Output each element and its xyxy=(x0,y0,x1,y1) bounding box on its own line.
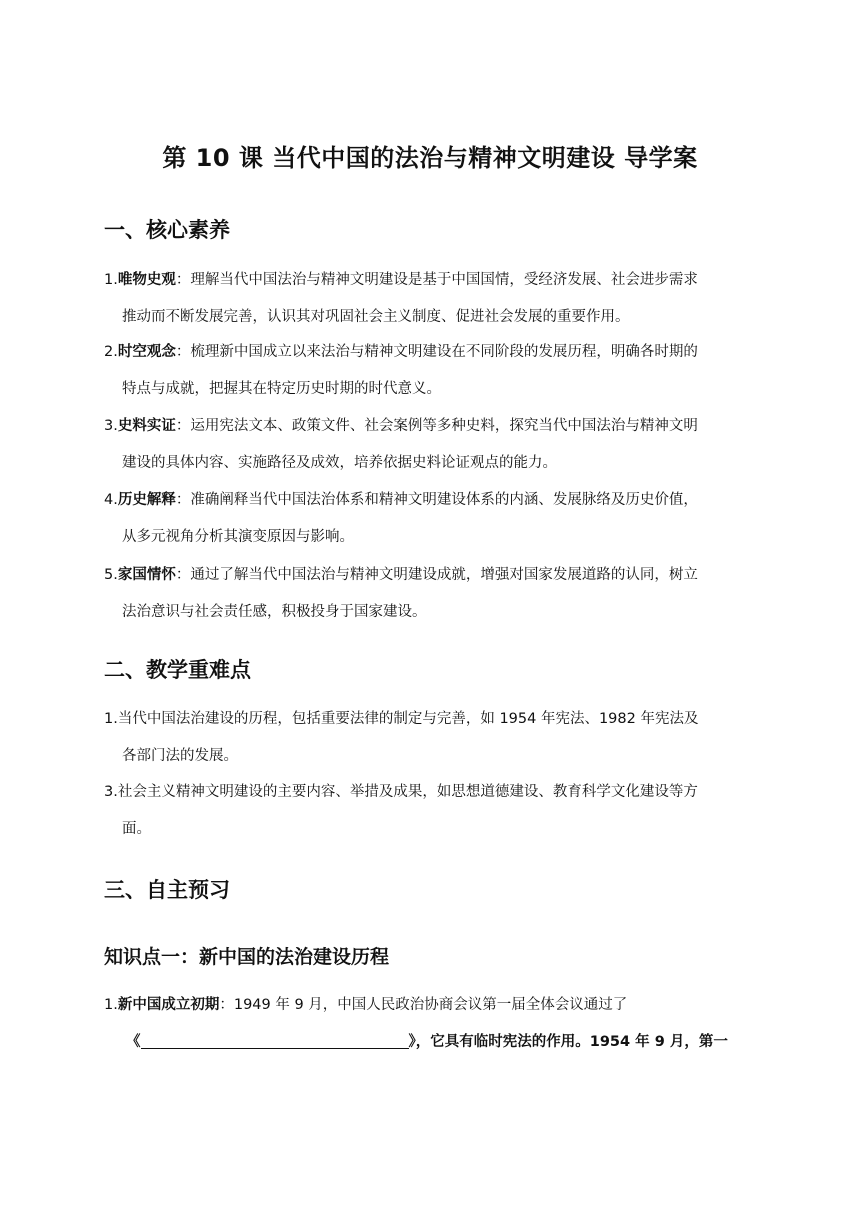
item-text-continued: 建设的具体内容、实施路径及成效，培养依据史料论证观点的能力。 xyxy=(122,455,557,471)
knowledge-point-heading: 知识点一：新中国的法治建设历程 xyxy=(104,946,390,968)
item-term: 史料实证 xyxy=(117,418,176,434)
section-heading-key-points: 二、教学重难点 xyxy=(104,658,251,682)
title-close-bracket: 》 xyxy=(408,1034,416,1050)
item-text-continued xyxy=(104,1024,756,1061)
item-term: 新中国成立初期 xyxy=(117,997,220,1013)
item-term: 历史解释 xyxy=(117,492,176,508)
item-number: 1. xyxy=(104,711,118,727)
item-text: 运用宪法文本、政策文件、社会案例等多种史料，探究当代中国法治与精神文明 xyxy=(190,418,698,434)
item-separator: ： xyxy=(219,997,234,1013)
list-item xyxy=(104,774,756,848)
item-text: 1949 年 9 月，中国人民政治协商会议第一届全体会议通过了 xyxy=(233,997,628,1013)
item-number: 3. xyxy=(104,418,118,434)
list-item xyxy=(104,408,756,482)
item-text-bold: ，它具有临时宪法的作用。1954 年 9 月，第一 xyxy=(415,1034,728,1050)
item-number: 4. xyxy=(104,492,118,508)
item-number: 3. xyxy=(104,784,118,800)
item-separator: ： xyxy=(175,492,191,508)
item-term: 唯物史观 xyxy=(117,272,176,288)
item-text: 准确阐释当代中国法治体系和精神文明建设体系的内涵、发展脉络及历史价值， xyxy=(190,492,698,508)
list-item xyxy=(104,262,756,336)
item-text: 当代中国法治建设的历程，包括重要法律的制定与完善，如 1954 年宪法、1982 年宪法及 xyxy=(117,711,699,727)
section-heading-core-literacy: 一、核心素养 xyxy=(104,218,230,242)
item-text-continued: 从多元视角分析其演变原因与影响。 xyxy=(122,529,354,545)
item-separator: ： xyxy=(175,567,191,583)
title-open-bracket: 《 xyxy=(126,1034,141,1050)
item-text-continued: 面。 xyxy=(122,821,151,837)
item-term: 时空观念 xyxy=(117,344,176,360)
item-separator: ： xyxy=(175,344,191,360)
item-separator: ： xyxy=(175,418,191,434)
item-number: 5. xyxy=(104,567,118,583)
item-separator: ： xyxy=(175,272,191,288)
item-text: 理解当代中国法治与精神文明建设是基于中国国情，受经济发展、社会进步需求 xyxy=(190,272,698,288)
item-text-continued: 推动而不断发展完善，认识其对巩固社会主义制度、促进社会发展的重要作用。 xyxy=(122,309,630,325)
item-text: 社会主义精神文明建设的主要内容、举措及成果，如思想道德建设、教育科学文化建设等方 xyxy=(117,784,698,800)
item-text: 梳理新中国成立以来法治与精神文明建设在不同阶段的发展历程，明确各时期的 xyxy=(190,344,698,360)
section-heading-preview: 三、自主预习 xyxy=(104,878,230,902)
page-title: 第 10 课 当代中国的法治与精神文明建设 导学案 xyxy=(162,144,698,172)
item-text-continued: 各部门法的发展。 xyxy=(122,748,238,764)
item-text-continued: 特点与成就，把握其在特定历史时期的时代意义。 xyxy=(122,381,441,397)
item-number: 2. xyxy=(104,344,118,360)
fill-in-blank[interactable] xyxy=(141,1028,409,1049)
item-text: 通过了解当代中国法治与精神文明建设成就，增强对国家发展道路的认同，树立 xyxy=(190,567,698,583)
item-term: 家国情怀 xyxy=(117,567,176,583)
list-item xyxy=(104,334,756,408)
list-item xyxy=(104,557,756,631)
item-text-continued: 法治意识与社会责任感，积极投身于国家建设。 xyxy=(122,604,427,620)
list-item xyxy=(104,701,756,775)
list-item xyxy=(104,987,756,1061)
item-number: 1. xyxy=(104,997,118,1013)
list-item xyxy=(104,482,756,556)
item-number: 1. xyxy=(104,272,118,288)
